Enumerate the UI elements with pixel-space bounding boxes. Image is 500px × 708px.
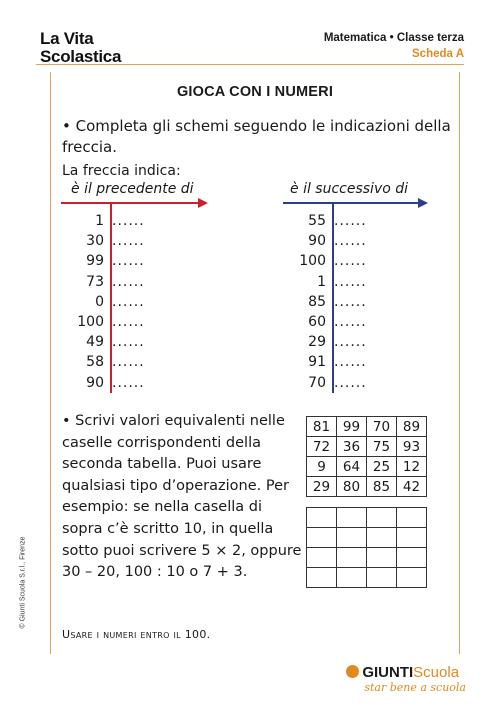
table-cell: 85 bbox=[367, 477, 397, 497]
publisher-brand: GIUNTI bbox=[362, 664, 414, 681]
answer-cell[interactable] bbox=[397, 528, 427, 548]
numbers-table bbox=[306, 416, 427, 497]
list-item: 55 ...... bbox=[308, 213, 367, 229]
list-item: 60 ...... bbox=[308, 314, 367, 331]
answer-cell[interactable] bbox=[367, 508, 397, 528]
answer-cell[interactable] bbox=[307, 508, 337, 528]
publisher-logo bbox=[346, 664, 466, 694]
header-info bbox=[324, 30, 464, 62]
giunti-logo-icon bbox=[346, 665, 359, 678]
table-row bbox=[307, 457, 427, 477]
list-item: 91 ...... bbox=[308, 354, 367, 371]
list-item: 29 ...... bbox=[308, 334, 367, 351]
page-title: GIOCA CON I NUMERI bbox=[176, 84, 334, 100]
table-cell: 9 bbox=[307, 457, 337, 477]
table-cell: 64 bbox=[337, 457, 367, 477]
table-cell: 93 bbox=[397, 437, 427, 457]
answer-cell[interactable] bbox=[397, 568, 427, 588]
logo-word-scolastica: Scolastica bbox=[40, 47, 122, 66]
answer-cell[interactable] bbox=[367, 568, 397, 588]
sheet-label: Scheda A bbox=[412, 48, 464, 60]
answer-cell[interactable] bbox=[367, 548, 397, 568]
table-cell: 75 bbox=[367, 437, 397, 457]
list-item: 49 ...... bbox=[86, 334, 145, 351]
table-cell: 25 bbox=[367, 457, 397, 477]
answer-cell[interactable] bbox=[337, 528, 367, 548]
table-cell: 36 bbox=[337, 437, 367, 457]
table-cell: 42 bbox=[397, 477, 427, 497]
copyright-credit: © Giunti Scuola S.r.l., Firenze bbox=[19, 536, 27, 629]
list-item: 73 ...... bbox=[86, 273, 145, 290]
header-divider bbox=[36, 64, 464, 65]
right-arrow-icon bbox=[282, 196, 432, 210]
list-item: 90 ...... bbox=[308, 233, 367, 250]
table-cell: 80 bbox=[337, 477, 367, 497]
answer-cell[interactable] bbox=[337, 548, 367, 568]
list-item: 99 ...... bbox=[86, 253, 145, 270]
left-arrow-icon bbox=[60, 196, 210, 210]
magazine-logo bbox=[40, 30, 121, 66]
list-item: 30 ...... bbox=[86, 233, 145, 250]
table-cell: 99 bbox=[337, 417, 367, 437]
table-cell: 81 bbox=[307, 417, 337, 437]
right-arrow-label: è il successivo di bbox=[290, 181, 409, 197]
subject-label: Matematica • Classe terza bbox=[323, 32, 464, 44]
exercise2-instruction: • Scrivi valori equivalenti nelle caselle corrispondenti della seconda tabella. Puoi usare qualsiasi tipo d’operazione. Per esempio: se nella casella di sopra c’è scritto 10, in quella sotto puoi scrivere 5 × 2, oppure 30 – 20, 100 : 10 o 7 + 3. bbox=[62, 413, 302, 581]
list-item: 70 ...... bbox=[308, 374, 367, 391]
table-row bbox=[307, 548, 427, 568]
table-row bbox=[307, 477, 427, 497]
table-cell: 72 bbox=[307, 437, 337, 457]
left-arrow-label: è il precedente di bbox=[71, 181, 194, 197]
table-row bbox=[307, 568, 427, 588]
answer-cell[interactable] bbox=[307, 568, 337, 588]
exercise1-instruction: • Completa gli schemi seguendo le indicazioni della freccia. bbox=[62, 117, 451, 156]
table-cell: 89 bbox=[397, 417, 427, 437]
list-item: 1 ...... bbox=[95, 213, 145, 229]
logo-word-la: La bbox=[40, 29, 60, 48]
arrow-intro: La freccia indica: bbox=[62, 163, 181, 179]
logo-word-vita: Vita bbox=[63, 29, 94, 48]
list-item: 0 ...... bbox=[95, 293, 145, 310]
list-item: 100 ...... bbox=[299, 253, 367, 270]
list-item: 100 ...... bbox=[77, 314, 145, 331]
list-item: 85 ...... bbox=[308, 293, 367, 310]
list-item: 58 ...... bbox=[86, 354, 145, 371]
answer-cell[interactable] bbox=[367, 528, 397, 548]
list-item: 1 ...... bbox=[317, 273, 367, 290]
answer-table[interactable] bbox=[306, 507, 427, 588]
answer-cell[interactable] bbox=[337, 508, 367, 528]
table-row bbox=[307, 528, 427, 548]
list-item: 90 ...... bbox=[86, 374, 145, 391]
answer-cell[interactable] bbox=[337, 568, 367, 588]
left-number-list bbox=[62, 211, 145, 393]
table-cell: 70 bbox=[367, 417, 397, 437]
table-cell: 12 bbox=[397, 457, 427, 477]
answer-cell[interactable] bbox=[307, 528, 337, 548]
answer-cell[interactable] bbox=[307, 548, 337, 568]
table-row bbox=[307, 508, 427, 528]
publisher-tagline: star bene a scuola bbox=[364, 681, 466, 694]
table-row bbox=[307, 437, 427, 457]
publisher-brand-suffix: Scuola bbox=[413, 664, 460, 681]
answer-cell[interactable] bbox=[397, 548, 427, 568]
table-row bbox=[307, 417, 427, 437]
table-cell: 29 bbox=[307, 477, 337, 497]
answer-cell[interactable] bbox=[397, 508, 427, 528]
usage-note: Usare i numeri entro il 100. bbox=[62, 628, 211, 641]
right-number-list bbox=[284, 211, 367, 393]
